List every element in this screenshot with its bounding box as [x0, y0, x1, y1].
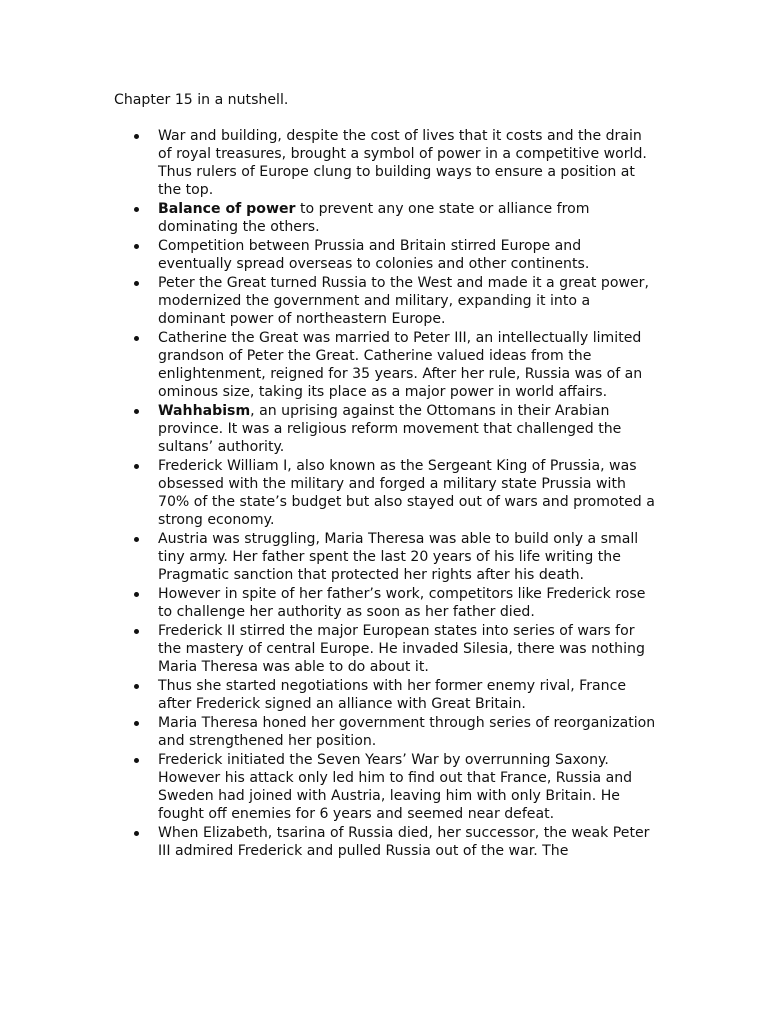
bullet-dot-icon — [134, 134, 139, 139]
bullet-item — [158, 200, 658, 236]
bullet-text: Competition between Prussia and Britain stirred Europe and eventually spread overseas to colonies and other continents. — [158, 238, 590, 272]
bullet-dot-icon — [134, 281, 139, 286]
bullet-text: Maria Theresa honed her government through series of reorganization and strengthened her position. — [158, 715, 656, 749]
bullet-text: When Elizabeth, tsarina of Russia died, her successor, the weak Peter III admired Frederick and pulled Russia out of the war. The — [158, 825, 650, 859]
bullet-item — [158, 402, 658, 456]
bullet-text: Frederick II stirred the major European states into series of wars for the mastery of central Europe. He invaded Silesia, there was nothing Maria Theresa was able to do about it. — [158, 623, 645, 675]
bullet-bold-term: Wahhabism — [158, 403, 251, 419]
bullet-dot-icon — [134, 758, 139, 763]
bullet-text: Catherine the Great was married to Peter III, an intellectually limited grandson of Peter the Great. Catherine valued ideas from the enlightenment, reigned for 35 years. After her rule, Russia was of an ominous size, taking its place as a major power in world affairs. — [158, 330, 643, 400]
bullet-dot-icon — [134, 592, 139, 597]
bullet-text: , an uprising against the Ottomans in their Arabian province. It was a religious reform movement that challenged the sultans’ authority. — [158, 403, 622, 455]
bullet-text: Frederick initiated the Seven Years’ War by overrunning Saxony. However his attack only led him to find out that France, Russia and Sweden had joined with Austria, leaving him with only Britain. He fought off enemies for 6 years and seemed near defeat. — [158, 752, 633, 822]
bullet-item — [158, 585, 658, 621]
bullet-list — [158, 127, 658, 861]
bullet-text: Frederick William I, also known as the Sergeant King of Prussia, was obsessed with the military and forged a military state Prussia with 70% of the state’s budget but also stayed out of wars and promoted a strong economy. — [158, 458, 655, 528]
bullet-dot-icon — [134, 409, 139, 414]
bullet-item — [158, 622, 658, 676]
bullet-text: Peter the Great turned Russia to the West and made it a great power, modernized the government and military, expanding it into a dominant power of northeastern Europe. — [158, 275, 649, 327]
bullet-text: Thus she started negotiations with her former enemy rival, France after Frederick signed an alliance with Great Britain. — [158, 678, 627, 712]
bullet-item — [158, 677, 658, 713]
bullet-item — [158, 274, 658, 328]
bullet-item — [158, 824, 658, 860]
bullet-item — [158, 751, 658, 823]
document-title: Chapter 15 in a nutshell. — [114, 92, 289, 108]
bullet-text: Austria was struggling, Maria Theresa was able to build only a small tiny army. Her father spent the last 20 years of his life writing the Pragmatic sanction that protected her rights after his death. — [158, 531, 639, 583]
bullet-item — [158, 329, 658, 401]
bullet-dot-icon — [134, 684, 139, 689]
bullet-dot-icon — [134, 831, 139, 836]
bullet-dot-icon — [134, 721, 139, 726]
bullet-dot-icon — [134, 464, 139, 469]
bullet-item — [158, 127, 658, 199]
bullet-text: However in spite of her father’s work, competitors like Frederick rose to challenge her authority as soon as her father died. — [158, 586, 646, 620]
bullet-item — [158, 457, 658, 529]
bullet-dot-icon — [134, 244, 139, 249]
bullet-bold-term: Balance of power — [158, 201, 296, 217]
bullet-dot-icon — [134, 207, 139, 212]
bullet-item — [158, 714, 658, 750]
bullet-text: to prevent any one state or alliance from dominating the others. — [158, 201, 590, 235]
bullet-dot-icon — [134, 336, 139, 341]
bullet-dot-icon — [134, 629, 139, 634]
bullet-item — [158, 530, 658, 584]
bullet-text: War and building, despite the cost of lives that it costs and the drain of royal treasures, brought a symbol of power in a competitive world. Thus rulers of Europe clung to building ways to ensure a position at the top. — [158, 128, 647, 198]
bullet-dot-icon — [134, 537, 139, 542]
bullet-item — [158, 237, 658, 273]
